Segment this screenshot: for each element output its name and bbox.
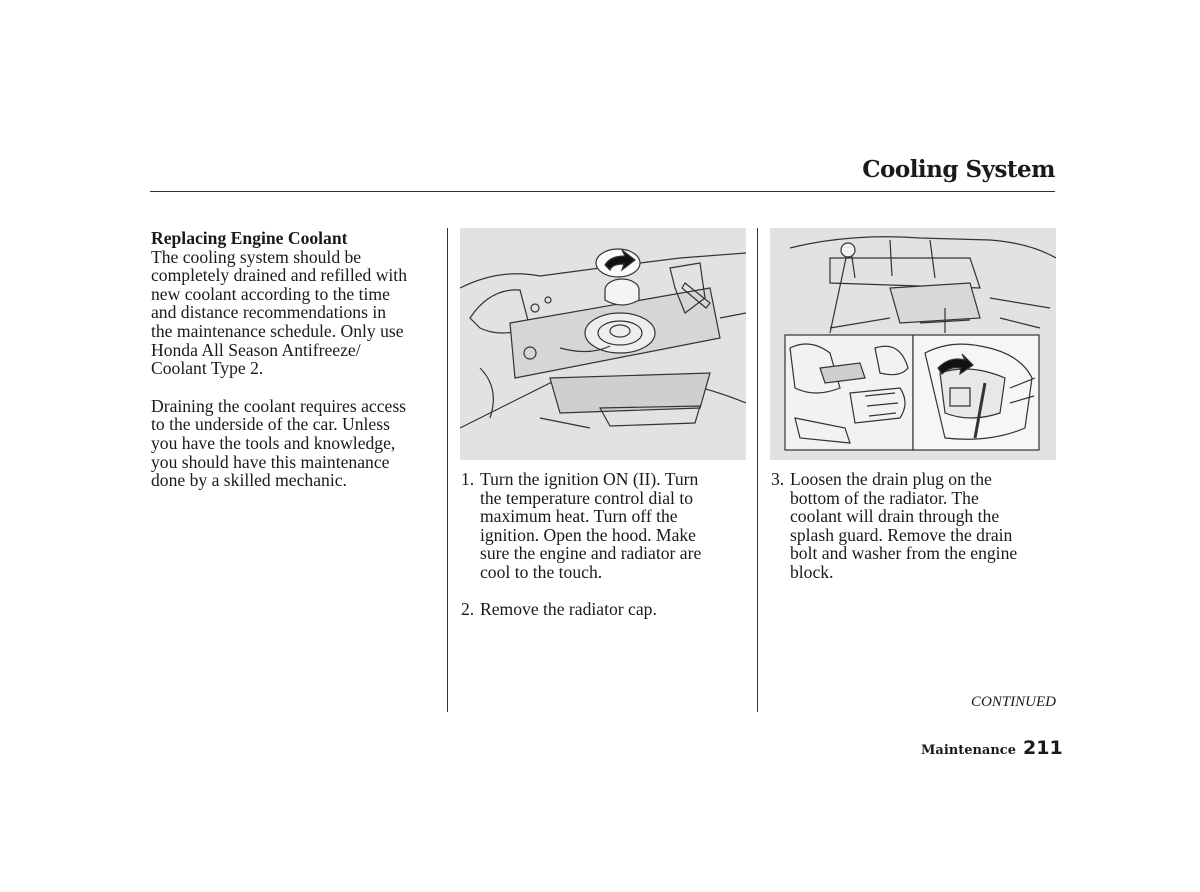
radiator-cap-illustration xyxy=(460,228,746,460)
intro-paragraph-1 xyxy=(151,248,443,378)
column-divider xyxy=(447,228,448,712)
text-line: block. xyxy=(790,561,834,582)
continued-label: CONTINUED xyxy=(970,694,1056,710)
text-line: Honda All Season Antifreeze/ xyxy=(151,339,361,360)
text-line: and distance recommendations in xyxy=(151,302,386,323)
text-line: completely drained and refilled with xyxy=(151,265,407,286)
step-number: 1. xyxy=(461,469,475,489)
text-line: Draining the coolant requires access xyxy=(151,395,407,416)
text-line: the temperature control dial to xyxy=(480,487,693,508)
column-divider xyxy=(757,228,758,712)
text-line: Turn the ignition ON (II). Turn xyxy=(480,469,699,489)
text-line: Coolant Type 2. xyxy=(151,358,264,379)
intro-column xyxy=(151,229,443,490)
text-line: Remove the radiator cap. xyxy=(480,599,657,619)
text-line: sure the engine and radiator are xyxy=(480,543,702,564)
text-line: done by a skilled mechanic. xyxy=(151,470,347,491)
section-label: Maintenance xyxy=(921,743,1016,758)
text-line: The cooling system should be xyxy=(151,246,362,267)
text-line: the maintenance schedule. Only use xyxy=(151,320,404,341)
text-line: you have the tools and knowledge, xyxy=(151,432,396,453)
text-line: new coolant according to the time xyxy=(151,283,390,304)
step-number: 2. xyxy=(461,599,475,619)
text-line: ignition. Open the hood. Make xyxy=(480,524,696,545)
page-title: Cooling System xyxy=(862,156,1055,183)
text-line: coolant will drain through the xyxy=(790,506,1000,527)
text-line: cool to the touch. xyxy=(480,561,603,582)
step-number: 3. xyxy=(771,469,785,489)
page-number: 211 xyxy=(1023,737,1063,759)
text-line: bolt and washer from the engine xyxy=(790,543,1018,564)
drain-plug-illustration xyxy=(770,228,1056,460)
text-line: maximum heat. Turn off the xyxy=(480,506,678,527)
section-heading: Replacing Engine Coolant xyxy=(151,228,348,248)
intro-paragraph-2 xyxy=(151,397,443,490)
text-line: to the underside of the car. Unless xyxy=(151,414,390,435)
text-line: Loosen the drain plug on the xyxy=(790,469,992,489)
text-line: splash guard. Remove the drain xyxy=(790,524,1013,545)
text-line: bottom of the radiator. The xyxy=(790,487,979,508)
text-line: you should have this maintenance xyxy=(151,451,390,472)
title-rule xyxy=(150,191,1055,192)
